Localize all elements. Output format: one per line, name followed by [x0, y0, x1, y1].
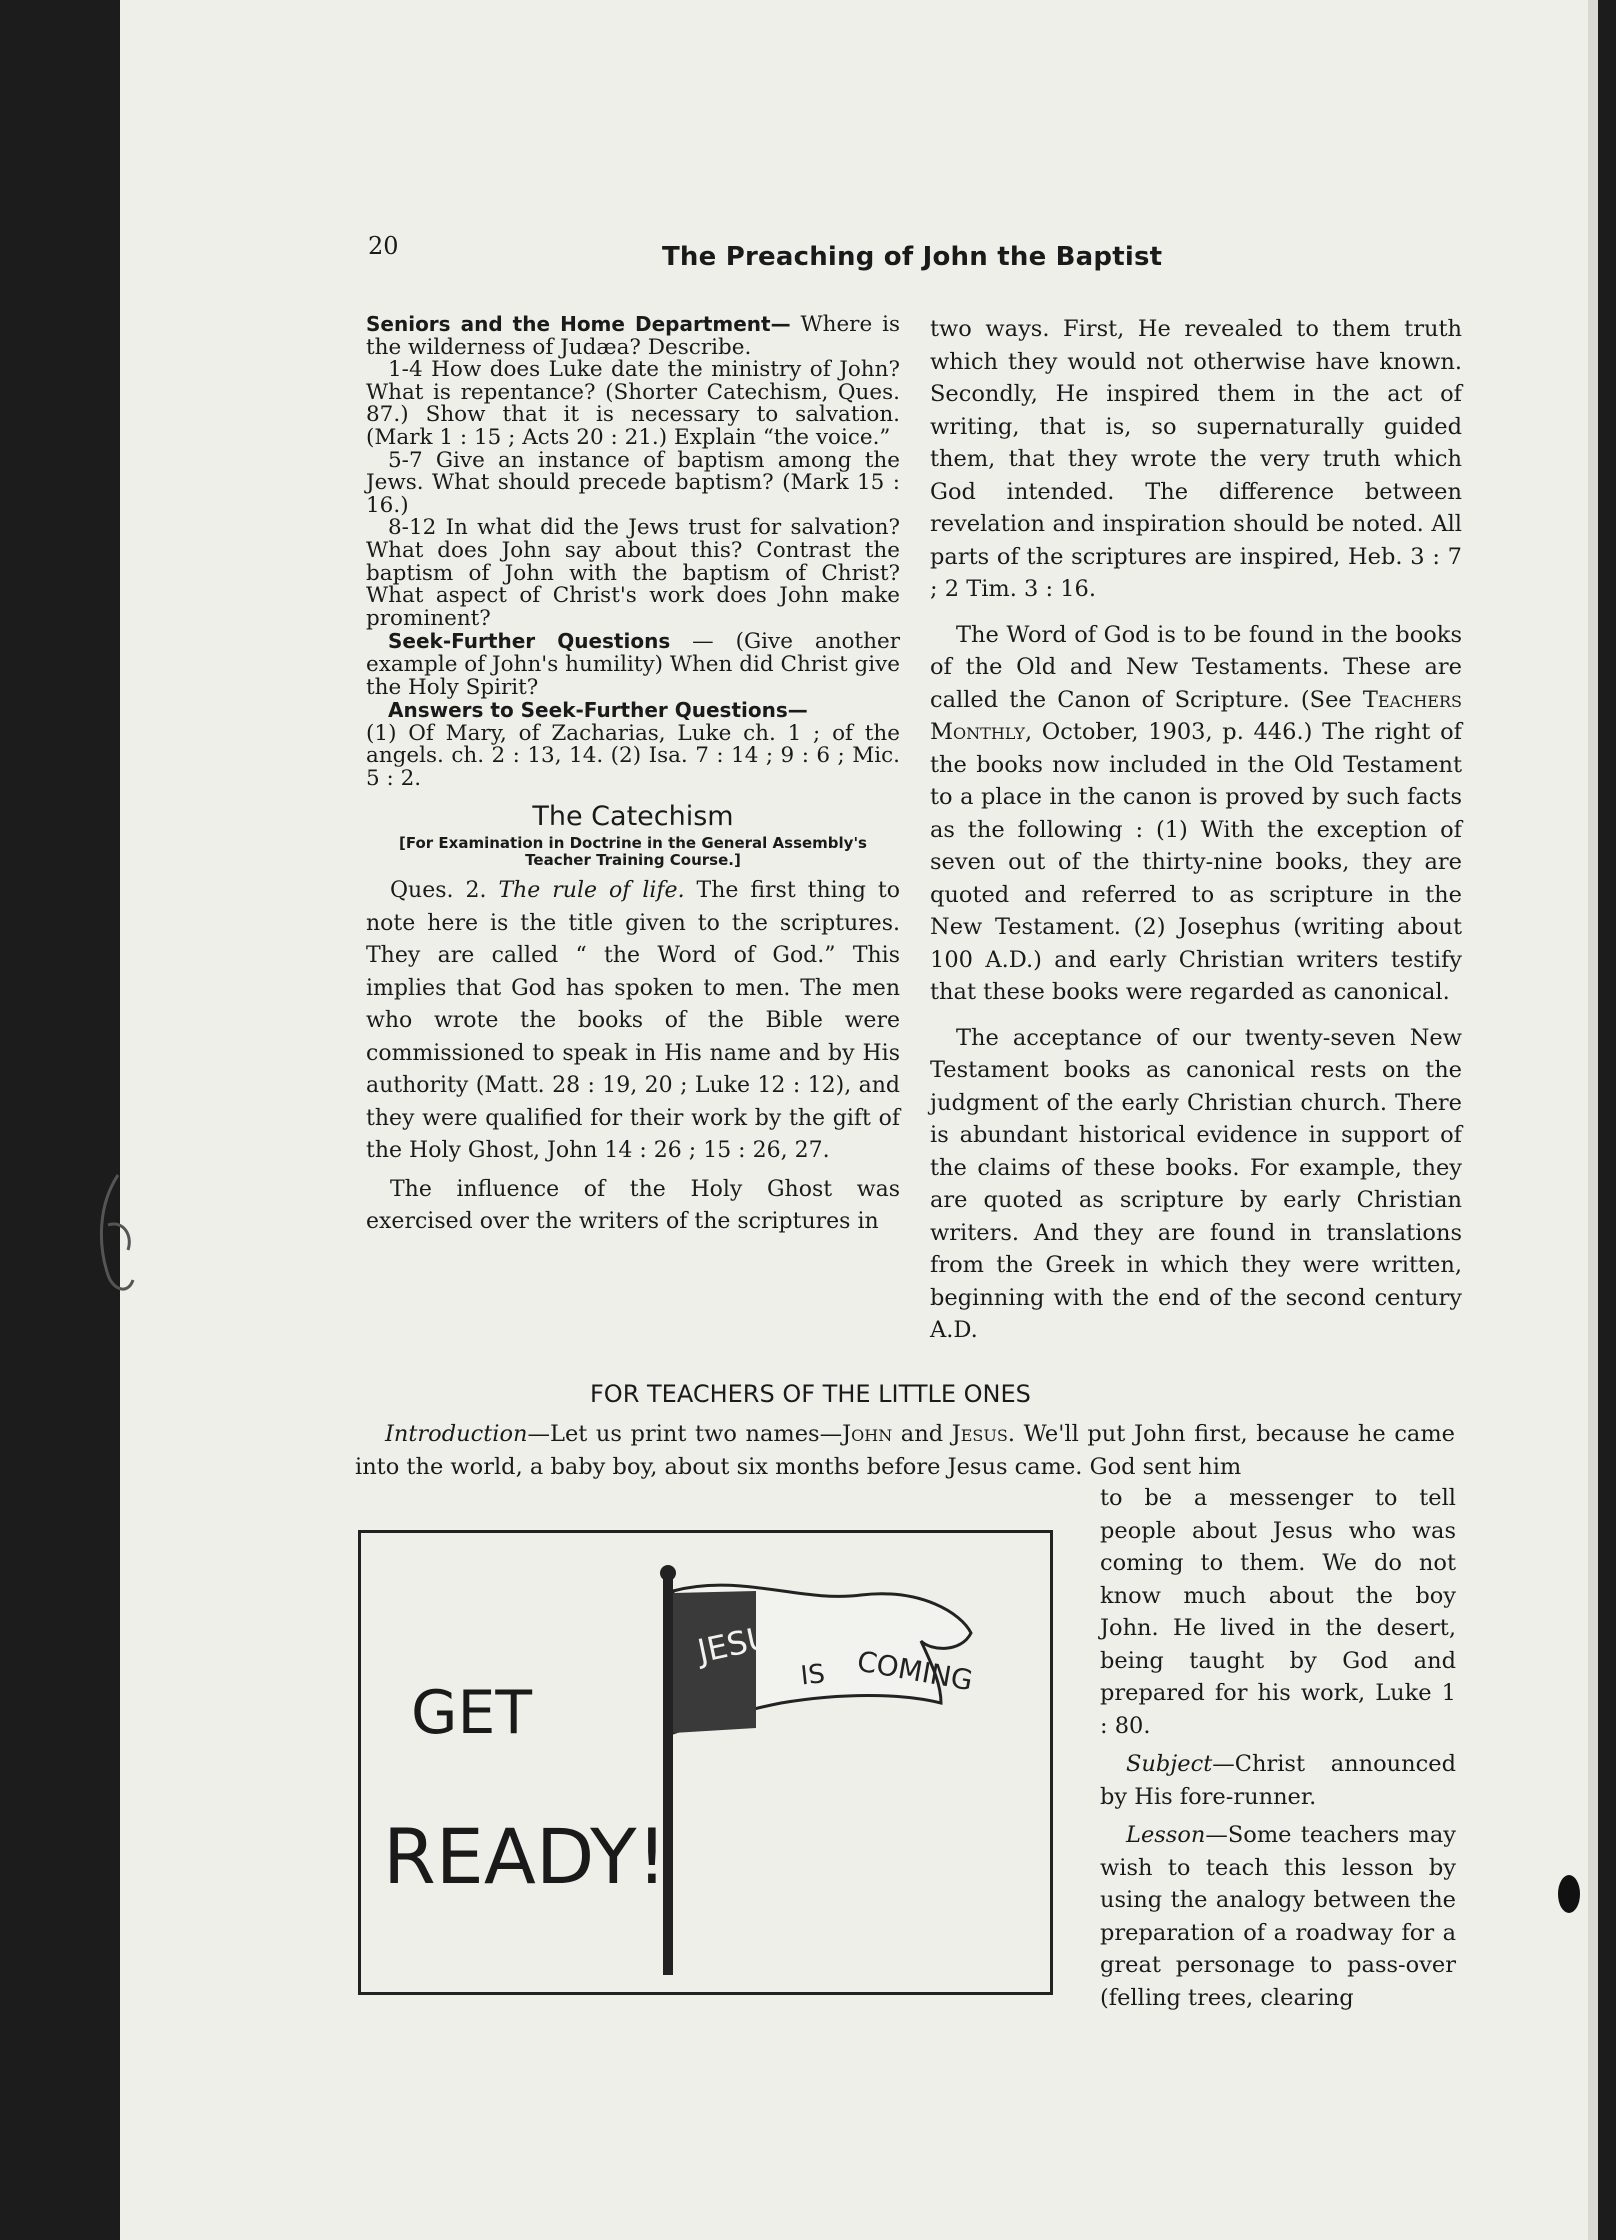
catechism-question-label: Ques. 2.: [390, 878, 499, 904]
little-ones-intro: [355, 1418, 1455, 1483]
page-edge: [1588, 0, 1598, 2240]
catechism-body: [366, 875, 900, 1239]
answers-text: (1) Of Mary, of Zacharias, Luke ch. 1 ; of the angels. ch. 2 : 13, 14. (2) Isa. 7 : 14 ; 9 : 6 ; Mic. 5 : 2.: [366, 720, 900, 791]
right-paragraph-2-a: The Word of God is to be found in the books of the Old and New Testaments. These are called the Canon of Scripture. (See: [930, 621, 1462, 713]
lesson-label: Lesson: [1126, 1822, 1206, 1848]
teachers-monthly-ref: Teachers Monthly: [930, 686, 1462, 745]
margin-pencil-mark: [78, 1165, 148, 1305]
right-paragraph-2-b: , October, 1903, p. 446.) The right of the books now included in the Old Testament to a place in the canon is proved by such facts as the following : (1) With the exception of seven out of the thirty-nine books, they are quoted and referred to as scripture in the New Testament. (2) Josephus (writing about 100 A.D.) and early Christian writers testify that these books were regarded as canonical.: [930, 719, 1462, 1005]
answers-heading: Answers to Seek-Further Questions—: [388, 698, 808, 723]
running-title: The Preaching of John the Baptist: [662, 242, 1163, 272]
left-column: [366, 313, 900, 1245]
name-jesus: Jesus: [951, 1421, 1008, 1447]
flag-drawing: [361, 1533, 1050, 1992]
intro-text-a: —Let us print two names—: [527, 1421, 843, 1447]
binding-hole: [1558, 1875, 1580, 1913]
seek-further-text: — (Give another example of John's humility) When did Christ give the Holy Spirit?: [366, 629, 900, 700]
messenger-paragraph: to be a messenger to tell people about Jesus who was coming to them. We do not know much about the boy John. He lived in the desert, being taught by God and prepared for his work, Luke 1 : 80.: [1100, 1485, 1456, 1739]
flag-text-is: IS: [799, 1659, 827, 1692]
catechism-title: The Catechism: [532, 801, 734, 833]
subject-text: —Christ announced by His fore-runner.: [1100, 1751, 1456, 1810]
ready-text: READY!: [383, 1812, 668, 1901]
seniors-question: Where is the wilderness of Judæa? Describe.: [366, 312, 900, 360]
questions-5-7: 5-7 Give an instance of baptism among the Jews. What should precede baptism? (Mark 15 : 16.): [366, 447, 900, 518]
questions-1-4: 1-4 How does Luke date the ministry of John? What is repentance? (Shorter Catechism, Ques. 87.) Show that it is necessary to salvation. (Mark 1 : 15 ; Acts 20 : 21.) Explain “the voice.”: [366, 357, 900, 450]
subject-label: Subject: [1126, 1751, 1213, 1777]
flag-text-coming: COMING: [854, 1644, 976, 1698]
questions-8-12: 8-12 In what did the Jews trust for salvation? What does John say about this? Contrast the baptism of John with the baptism of Christ? What aspect of Christ's work does John make prominent?: [366, 515, 900, 631]
get-text: GET: [411, 1678, 533, 1748]
flag-pole-finial: [660, 1565, 676, 1581]
page-number: 20: [368, 232, 399, 260]
right-paragraph-2: [930, 619, 1462, 1009]
lesson-text: —Some teachers may wish to teach this lesson by using the analogy between the preparation of a roadway for a great personage to pass-over (felling trees, clearing: [1100, 1822, 1456, 2011]
seek-further-heading: Seek-Further Questions: [388, 629, 671, 654]
catechism-paragraph-1: The first thing to note here is the title given to the scriptures. They are called “ the Word of God.” This implies that God has spoken to men. The men who wrote the books of the Bible were commissioned to speak in His name and by His authority (Matt. 28 : 19, 20 ; Luke 12 : 12), and they were qualified for their work by the gift of the Holy Ghost, John 14 : 26 ; 15 : 26, 27.: [366, 878, 900, 1164]
catechism-topic: The rule of life.: [498, 878, 685, 904]
intro-text-b: and: [892, 1421, 952, 1447]
seniors-heading: Seniors and the Home Department—: [366, 312, 791, 336]
get-ready-illustration: [358, 1530, 1053, 1995]
intro-label: Introduction: [385, 1421, 528, 1447]
catechism-subtitle: [For Examination in Doctrine in the General Assembly's Teacher Training Course.]: [399, 834, 867, 870]
catechism-paragraph-2: The influence of the Holy Ghost was exercised over the writers of the scriptures in: [366, 1176, 900, 1235]
intro-text-c: . We'll put John first, because he came into the world, a baby boy, about six months before Jesus came. God sent him: [355, 1421, 1455, 1480]
flag-text-jesus: JESUS: [694, 1613, 794, 1671]
right-column: [930, 313, 1462, 1360]
little-ones-heading: FOR TEACHERS OF THE LITTLE ONES: [590, 1380, 1031, 1408]
name-john: John: [842, 1421, 893, 1447]
right-paragraph-1: two ways. First, He revealed to them truth which they would not otherwise have known. Secondly, He inspired them in the act of writing, that is, so supernaturally guided them, that they wrote the very truth which God intended. The difference between revelation and inspiration should be noted. All parts of the scriptures are inspired, Heb. 3 : 7 ; 2 Tim. 3 : 16.: [930, 316, 1462, 602]
little-ones-right-text: [1100, 1482, 1456, 2020]
right-paragraph-3: The acceptance of our twenty-seven New Testament books as canonical rests on the judgment of the early Christian church. There is abundant historical evidence in support of the claims of these books. For example, they are quoted as scripture by early Christian writers. And they are found in translations from the Greek in which they were written, beginning with the end of the second century A.D.: [930, 1024, 1462, 1343]
